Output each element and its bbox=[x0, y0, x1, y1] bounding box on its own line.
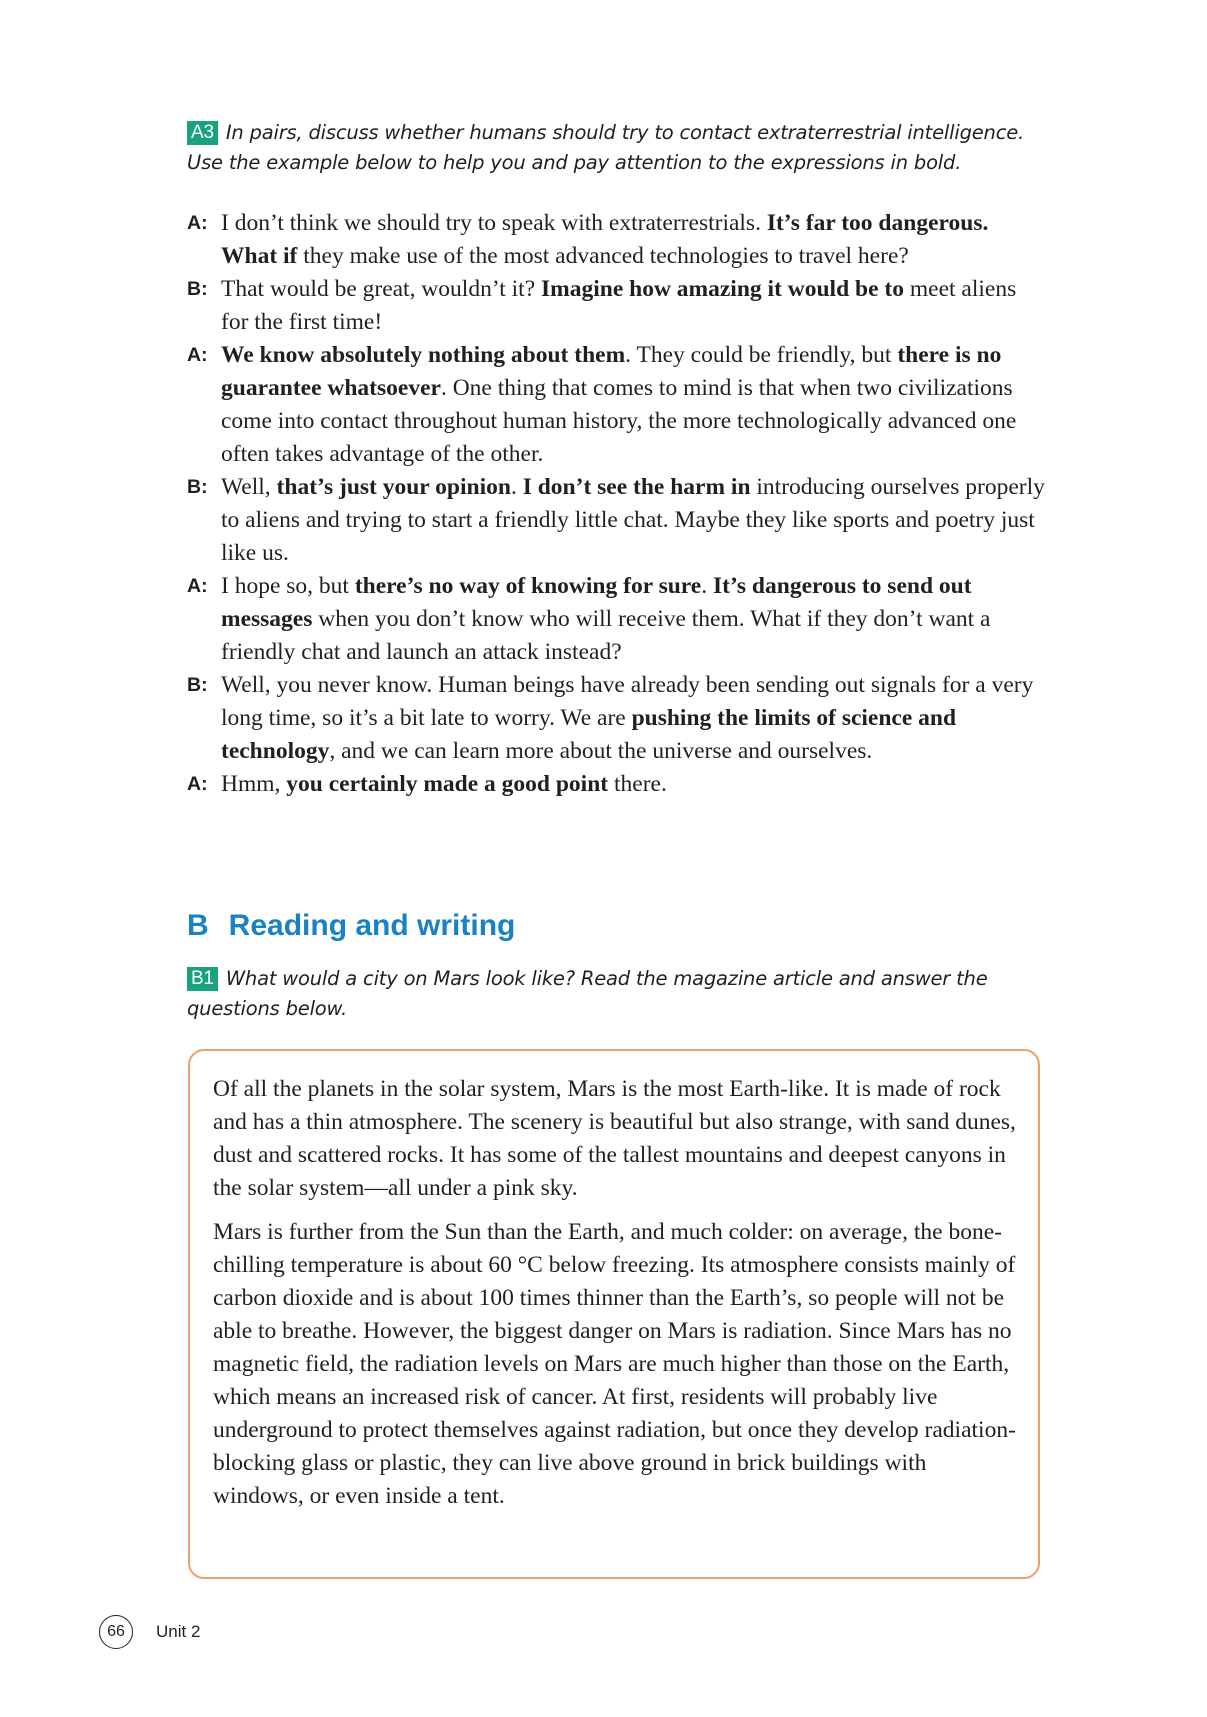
unit-label: Unit 2 bbox=[156, 1622, 201, 1641]
dialogue-text: Well, bbox=[221, 474, 277, 500]
speaker-label: A: bbox=[187, 212, 208, 234]
bold-expression: We know absolutely nothing about them bbox=[221, 342, 626, 368]
section-letter: B bbox=[187, 909, 209, 942]
a3-badge: A3 bbox=[187, 121, 218, 145]
article-paragraph-2: Mars is further from the Sun than the Earth, and much colder: on average, the bone-chilling temperature is about 60 °C below freezing. Its atmosphere consists mainly of carbon dioxide and is about 100 times thinner than the Earth’s, so people will not be able to breathe. However, the biggest danger on Mars is radiation. Since Mars has no magnetic field, the radiation levels on Mars are much higher than those on the Earth, which means an increased risk of cancer. At first, residents will probably live underground to protect themselves against radiation, but once they develop radiation-blocking glass or plastic, they can live above ground in brick buildings with windows, or even inside a tent. bbox=[213, 1219, 1016, 1509]
section-b-heading bbox=[187, 906, 515, 946]
a3-instruction bbox=[187, 118, 1047, 178]
bold-expression: you certainly made a good point bbox=[286, 771, 609, 797]
bold-expression: that’s just your opinion bbox=[276, 474, 511, 500]
speaker-label: A: bbox=[187, 575, 208, 597]
dialogue-text: , and we can learn more about the universe and ourselves. bbox=[329, 738, 873, 764]
dialogue-turn bbox=[187, 570, 1047, 669]
speaker-label: A: bbox=[187, 773, 208, 795]
article-paragraph-1: Of all the planets in the solar system, Mars is the most Earth-like. It is made of rock and has a thin atmosphere. The scenery is beautiful but also strange, with sand dunes, dust and scattered rocks. It has some of the tallest mountains and deepest canyons in the solar system—all under a pink sky. bbox=[213, 1076, 1016, 1201]
bold-expression: there’s no way of knowing for sure bbox=[354, 573, 702, 599]
bold-expression: It’s dangerous to send out messages bbox=[221, 573, 972, 632]
speaker-label: A: bbox=[187, 344, 208, 366]
bold-expression: pushing the limits of science and technology bbox=[221, 705, 957, 764]
dialogue-text: Hmm, bbox=[221, 771, 287, 797]
dialogue-text: I hope so, but bbox=[221, 573, 355, 599]
b1-badge: B1 bbox=[187, 967, 218, 991]
section-title: Reading and writing bbox=[228, 909, 516, 942]
dialogue-text: Well, you never know. Human beings have already been sending out signals for a very long time, so it’s a bit late to worry. We are bbox=[221, 672, 1034, 731]
speaker-label: B: bbox=[187, 476, 208, 498]
dialogue-turn bbox=[187, 471, 1047, 570]
dialogue-turn bbox=[187, 339, 1047, 471]
article-box bbox=[188, 1049, 1040, 1579]
dialogue-text: when you don’t know who will receive them. What if they don’t want a friendly chat and launch an attack instead? bbox=[221, 606, 991, 665]
a3-instruction-text: In pairs, discuss whether humans should try to contact extraterrestrial intelligence. Use the example below to help you and pay attention to the expressions in bold. bbox=[187, 121, 1025, 174]
bold-expression: Imagine how amazing it would be to bbox=[541, 276, 904, 302]
dialogue-text: there. bbox=[608, 771, 667, 797]
speaker-label: B: bbox=[187, 278, 208, 300]
b1-instruction-text: What would a city on Mars look like? Read the magazine article and answer the questions below. bbox=[187, 967, 988, 1020]
dialogue-turn bbox=[187, 768, 1047, 801]
bold-expression: I don’t see the harm in bbox=[522, 474, 751, 500]
dialogue-turn bbox=[187, 207, 1047, 273]
dialogue-text: That would be great, wouldn’t it? bbox=[221, 276, 542, 302]
dialogue-text: they make use of the most advanced technologies to travel here? bbox=[297, 243, 909, 269]
bold-expression: there is no guarantee whatsoever bbox=[221, 342, 1002, 401]
bold-expression: What if bbox=[221, 243, 298, 269]
dialogue bbox=[187, 207, 1047, 801]
page-number: 66 bbox=[99, 1615, 133, 1649]
bold-expression: It’s far too dangerous. bbox=[766, 210, 989, 236]
dialogue-text: . bbox=[510, 474, 523, 500]
dialogue-text: . They could be friendly, but bbox=[625, 342, 898, 368]
dialogue-text: I don’t think we should try to speak with extraterrestrials. bbox=[221, 210, 767, 236]
b1-instruction bbox=[187, 964, 1047, 1024]
dialogue-text: introducing ourselves properly to aliens and trying to start a friendly little chat. Maybe they like sports and poetry just like us. bbox=[221, 474, 1045, 566]
dialogue-turn bbox=[187, 669, 1047, 768]
dialogue-turn bbox=[187, 273, 1047, 339]
dialogue-text: . bbox=[701, 573, 713, 599]
dialogue-text: . One thing that comes to mind is that when two civilizations come into contact throughout human history, the more technologically advanced one often takes advantage of the other. bbox=[221, 375, 1017, 467]
dialogue-text: meet aliens for the first time! bbox=[221, 276, 1017, 335]
speaker-label: B: bbox=[187, 674, 208, 696]
